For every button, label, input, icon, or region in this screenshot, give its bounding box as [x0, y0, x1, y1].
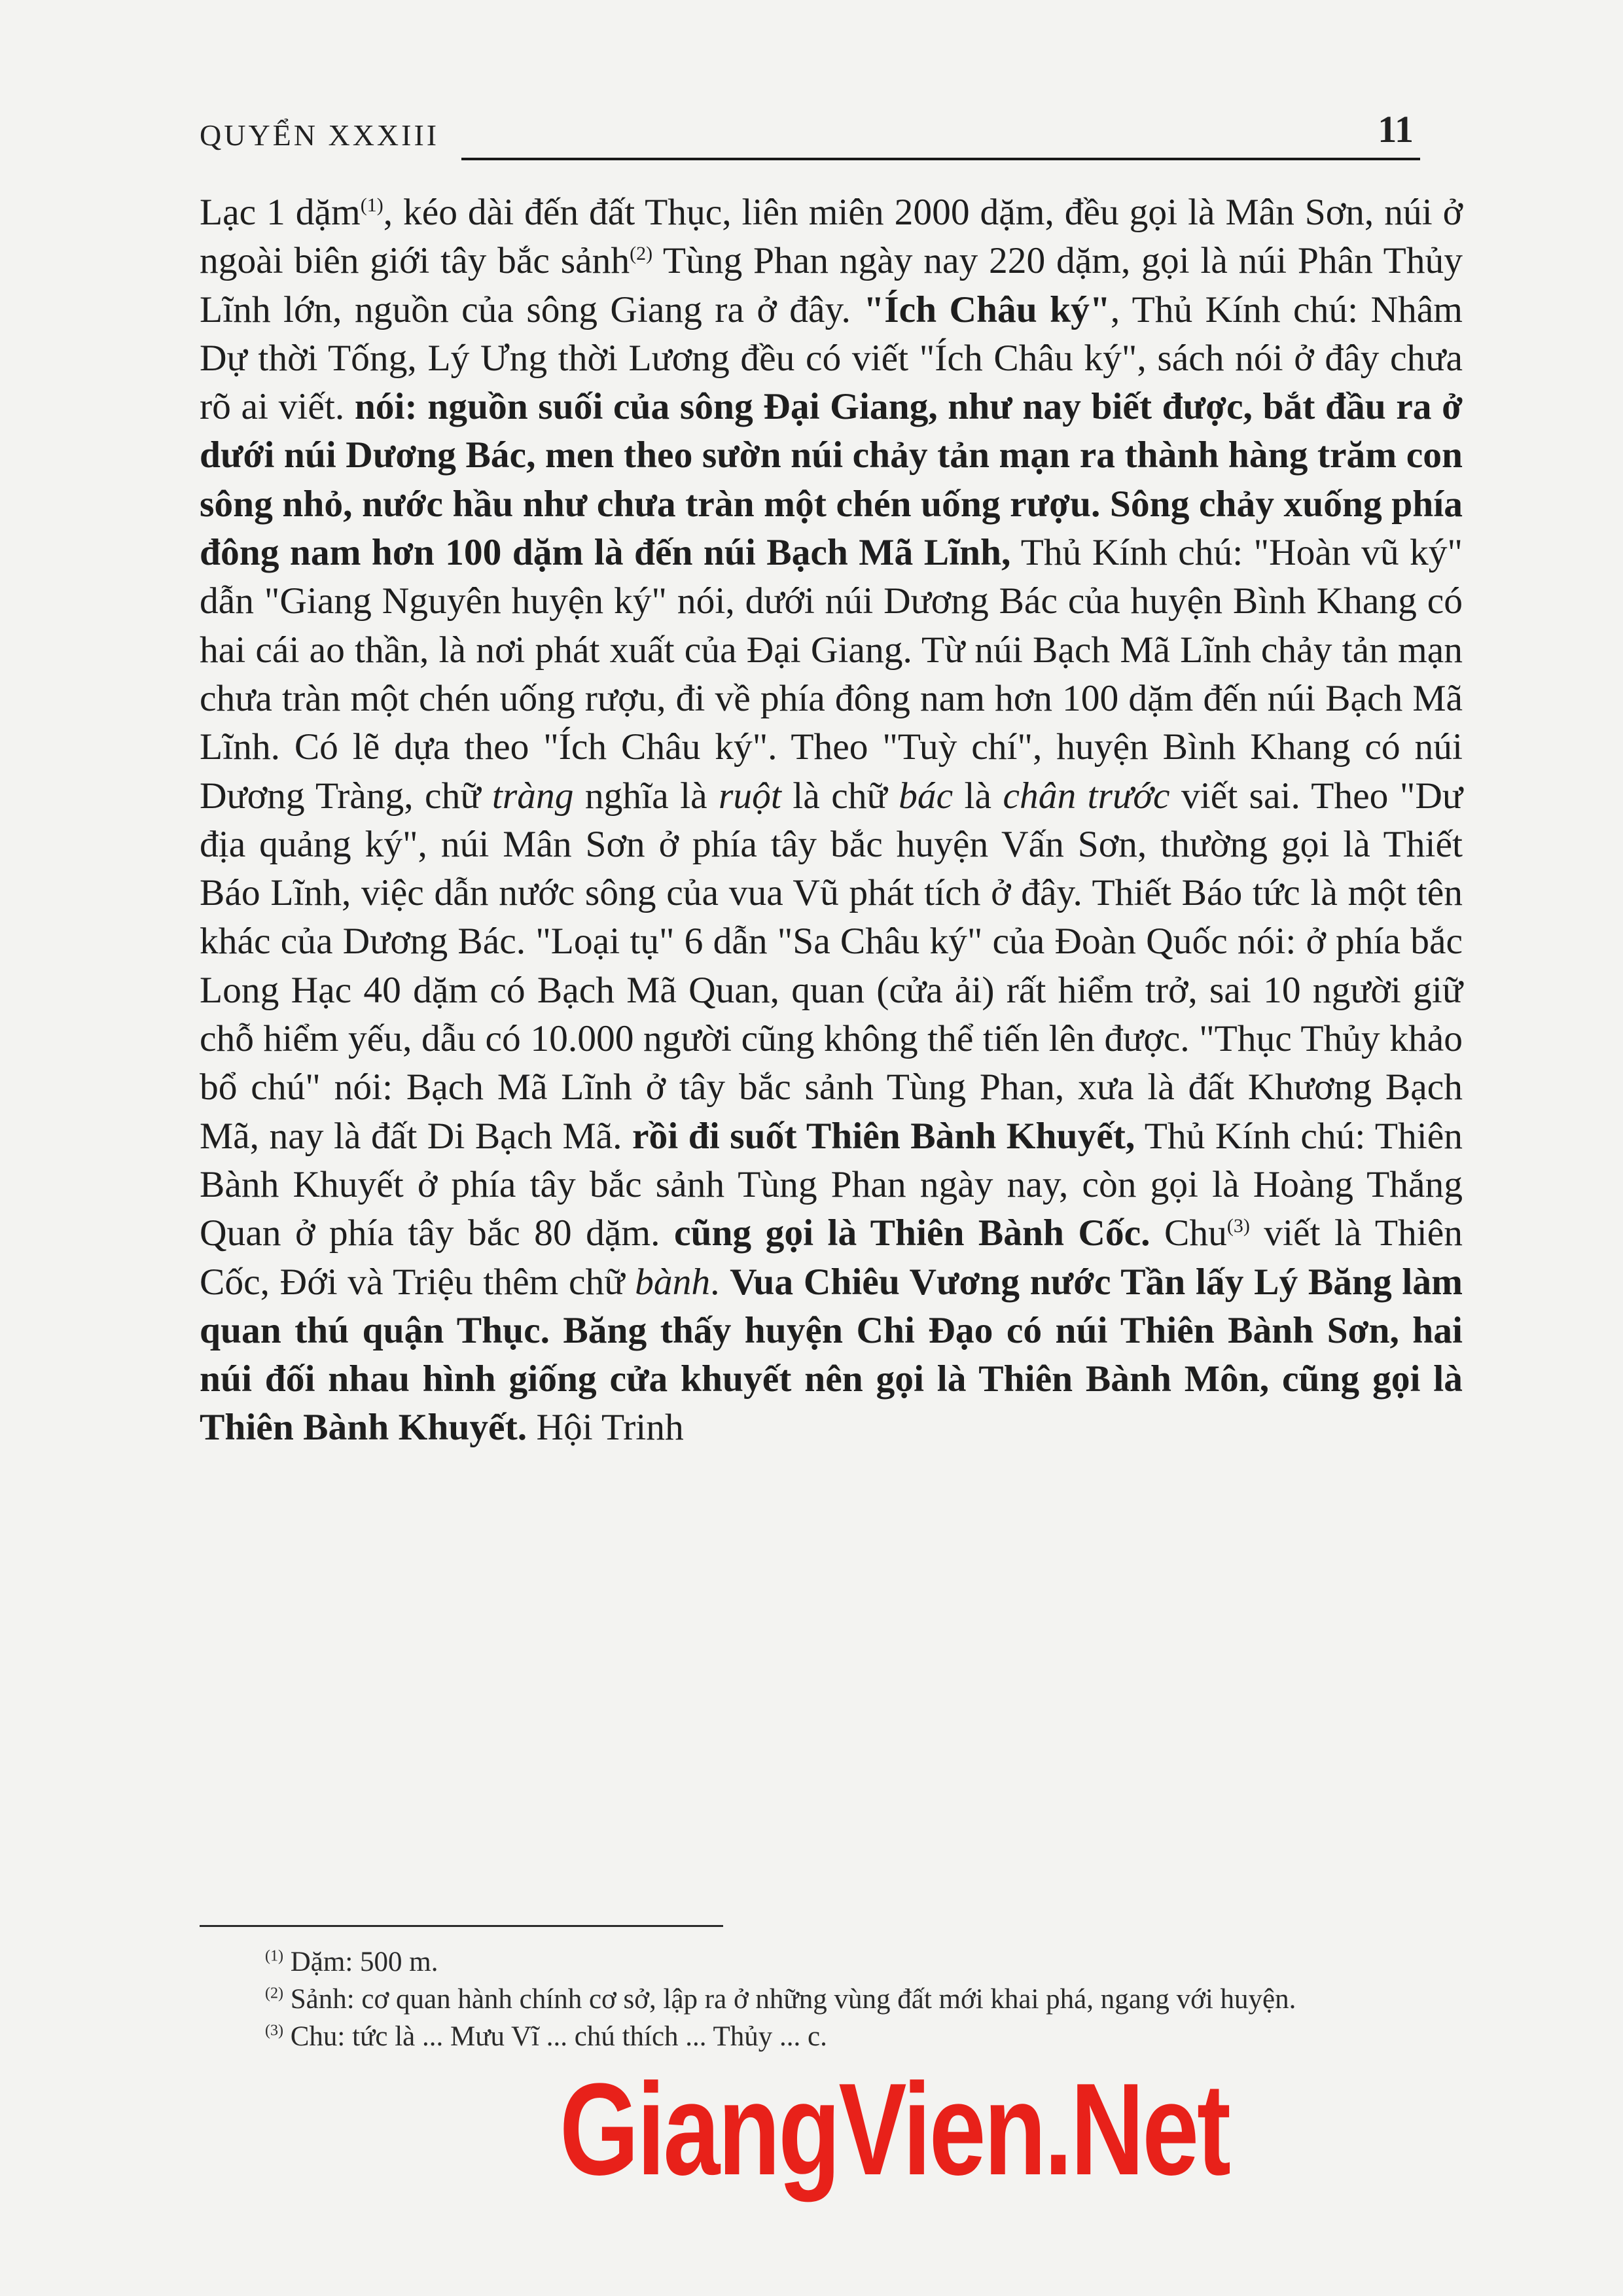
footnote-text: Sảnh: cơ quan hành chính cơ sở, lập ra ở những vùng đất mới khai phá, ngang với huyện.	[283, 1984, 1296, 2015]
text-segment: (2)	[630, 243, 653, 265]
text-segment: nói: nguồn suối của sông Đại Giang, như nay biết được, bắt đầu ra ở dưới núi Dương Bác, men theo sườn núi chảy tản mạn ra thành hàng trăm con sông nhỏ, nước hầu như chưa tràn một chén uống rượu. Sông chảy xuống phía đông nam hơn 100 dặm là đến núi Bạch Mã Lĩnh,	[200, 386, 1463, 574]
text-segment: Lạc 1 dặm	[200, 192, 361, 233]
text-segment: (1)	[360, 194, 383, 216]
footnote-1	[200, 1943, 1476, 1981]
text-segment: bác	[899, 775, 954, 817]
text-segment: chân trước	[1003, 775, 1170, 817]
footnote-text: Chu: tức là ... Mưu Vĩ ... chú thích ... Thủy ... c.	[283, 2021, 827, 2052]
text-segment: bành	[635, 1261, 711, 1303]
footnote-2	[200, 1981, 1476, 2018]
footnote-text: Dặm: 500 m.	[283, 1947, 438, 1977]
footnote-mark: (2)	[265, 1985, 283, 2002]
text-segment: tràng	[491, 775, 574, 817]
footnotes	[200, 1943, 1476, 2055]
text-segment: , kéo dài đến đất Thục, liên miên 2000 dặm, đều gọi là Mân Sơn, núi ở ngoài biên giới tây bắc sảnh	[200, 192, 1463, 282]
footnote-3	[200, 2018, 1476, 2055]
text-segment: rồi đi suốt Thiên Bành Khuyết,	[632, 1115, 1135, 1157]
text-segment: .	[710, 1261, 730, 1303]
text-segment: Hội Trinh	[527, 1407, 684, 1449]
text-segment: (3)	[1226, 1215, 1250, 1237]
text-segment: nghĩa là	[573, 775, 719, 817]
text-segment: viết sai. Theo "Dư địa quảng ký", núi Mân Sơn ở phía tây bắc huyện Vấn Sơn, thường gọi là Thiết Báo Lĩnh, việc dẫn nước sông của vua Vũ phát tích ở đây. Thiết Báo tức là một tên khác của Dương Bác. "Loại tụ" 6 dẫn "Sa Châu ký" của Đoàn Quốc nói: ở phía bắc Long Hạc 40 dặm có Bạch Mã Quan, quan (cửa ải) rất hiểm trở, sai 10 người giữ chỗ hiểm yếu, dẫu có 10.000 người cũng không thể tiến lên được. "Thục Thủy khảo bổ chú" nói: Bạch Mã Lĩnh ở tây bắc sảnh Tùng Phan, xưa là đất Khương Bạch Mã, nay là đất Di Bạch Mã.	[200, 775, 1463, 1157]
footnote-mark: (3)	[265, 2022, 283, 2040]
text-segment: "Ích Châu ký"	[863, 289, 1111, 330]
text-segment: là chữ	[781, 775, 899, 817]
page-number: 11	[1378, 108, 1414, 150]
running-header	[200, 108, 1420, 160]
text-segment: viết là Thiên Cốc, Đới và Triệu thêm chữ	[200, 1212, 1463, 1303]
text-segment: cũng gọi là Thiên Bành Cốc.	[673, 1212, 1150, 1254]
chapter-title: QUYỂN XXXIII	[200, 118, 440, 152]
footnote-separator	[200, 1925, 723, 1927]
text-segment: Chu	[1150, 1212, 1227, 1254]
text-segment: , Thủ Kính chú: Nhâm Dự thời Tống, Lý Ưng thời Lương đều có viết "Ích Châu ký", sách nói ở đây chưa rõ ai viết.	[200, 289, 1463, 428]
text-segment: Thủ Kính chú: Thiên Bành Khuyết ở phía tây bắc sảnh Tùng Phan ngày nay, còn gọi là Hoàng Thắng Quan ở phía tây bắc 80 dặm.	[200, 1115, 1463, 1254]
text-segment: là	[953, 775, 1003, 817]
body-paragraph	[200, 188, 1463, 1453]
text-segment: Vua Chiêu Vương nước Tần lấy Lý Băng làm quan thú quận Thục. Băng thấy huyện Chi Đạo có núi Thiên Bành Sơn, hai núi đối nhau hình giống cửa khuyết nên gọi là Thiên Bành Môn, cũng gọi là Thiên Bành Khuyết.	[200, 1261, 1463, 1449]
text-segment: Tùng Phan ngày nay 220 dặm, gọi là núi Phân Thủy Lĩnh lớn, nguồn của sông Giang ra ở đây.	[200, 240, 1463, 330]
footnote-mark: (1)	[265, 1947, 283, 1965]
text-segment: ruột	[719, 775, 781, 817]
site-watermark: GiangVien.Net	[560, 2057, 1229, 2202]
header-rule	[461, 158, 1420, 160]
text-segment: Thủ Kính chú: "Hoàn vũ ký" dẫn "Giang Nguyên huyện ký" nói, dưới núi Dương Bác của huyện Bình Khang có hai cái ao thần, là nơi phát xuất của Đại Giang. Từ núi Bạch Mã Lĩnh chảy tản mạn chưa tràn một chén uống rượu, đi về phía đông nam hơn 100 dặm đến núi Bạch Mã Lĩnh. Có lẽ dựa theo "Ích Châu ký". Theo "Tuỳ chí", huyện Bình Khang có núi Dương Tràng, chữ	[200, 532, 1463, 817]
